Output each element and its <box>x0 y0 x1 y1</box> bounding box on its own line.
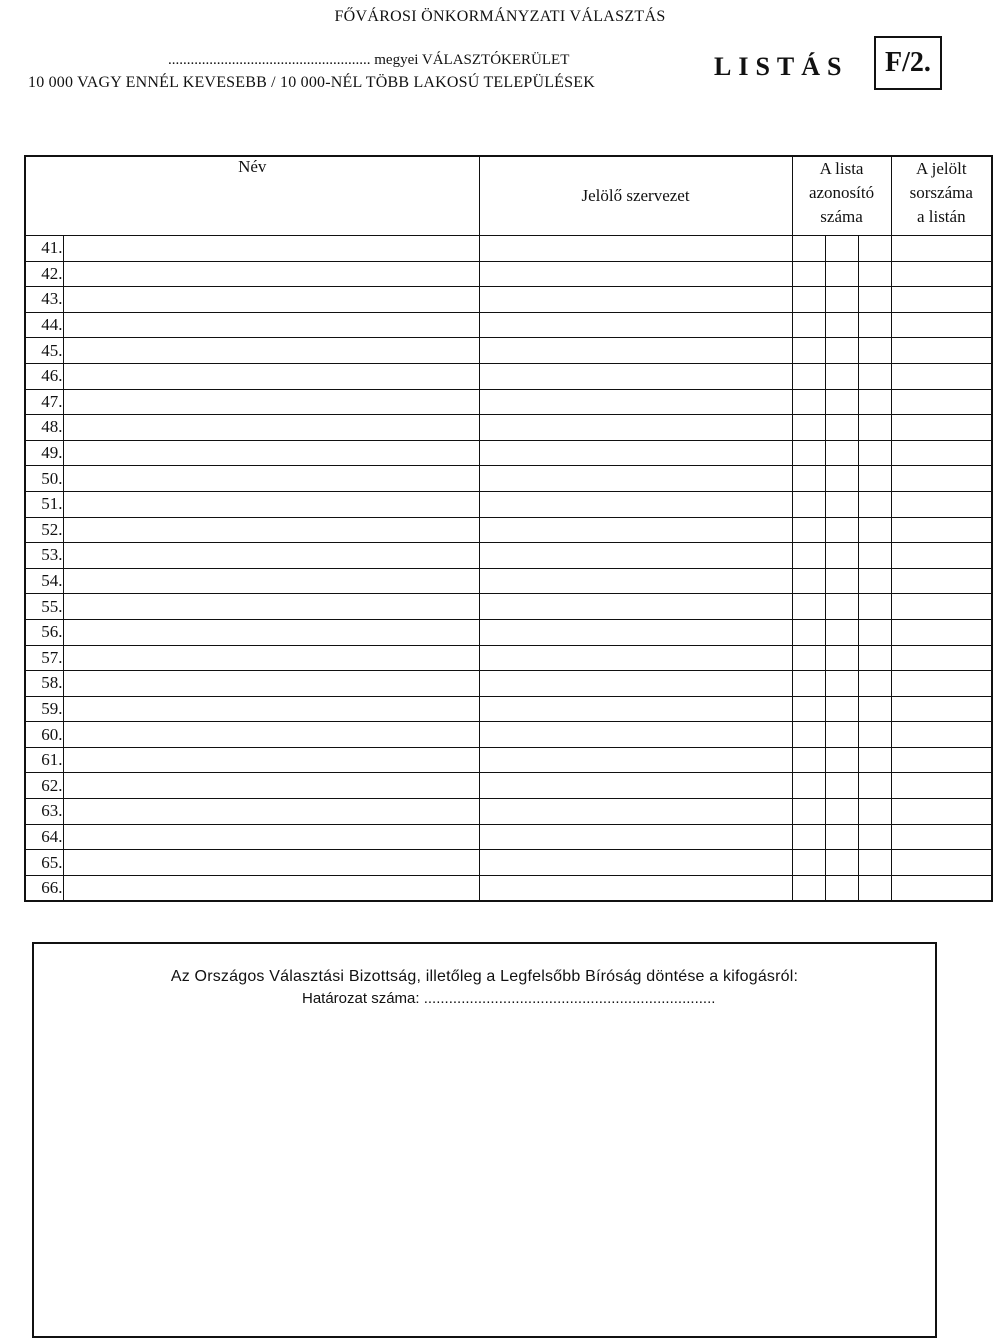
organization-cell[interactable] <box>479 543 792 569</box>
list-id-digit-cell[interactable] <box>858 568 891 594</box>
organization-cell[interactable] <box>479 415 792 441</box>
list-id-digit-cell[interactable] <box>825 619 858 645</box>
name-cell[interactable] <box>63 671 479 697</box>
organization-cell[interactable] <box>479 236 792 262</box>
list-id-digit-cell[interactable] <box>825 645 858 671</box>
list-id-digit-cell[interactable] <box>825 696 858 722</box>
candidate-number-cell[interactable] <box>891 543 992 569</box>
list-id-digit-cell[interactable] <box>858 747 891 773</box>
list-id-digit-cell[interactable] <box>825 312 858 338</box>
list-id-digit-cell[interactable] <box>825 568 858 594</box>
list-id-digit-cell[interactable] <box>792 619 825 645</box>
name-cell[interactable] <box>63 338 479 364</box>
list-id-digit-cell[interactable] <box>792 415 825 441</box>
list-id-digit-cell[interactable] <box>792 363 825 389</box>
organization-cell[interactable] <box>479 312 792 338</box>
list-id-digit-cell[interactable] <box>825 440 858 466</box>
candidate-number-header-line: sorszáma <box>909 183 973 202</box>
list-id-digit-cell[interactable] <box>858 850 891 876</box>
list-id-digit-cell[interactable] <box>792 236 825 262</box>
candidate-number-cell[interactable] <box>891 722 992 748</box>
list-id-digit-cell[interactable] <box>825 722 858 748</box>
list-id-digit-cell[interactable] <box>792 671 825 697</box>
list-id-digit-cell[interactable] <box>858 338 891 364</box>
name-cell[interactable] <box>63 517 479 543</box>
table-row <box>25 466 992 492</box>
list-id-digit-cell[interactable] <box>792 491 825 517</box>
list-id-digit-cell[interactable] <box>792 261 825 287</box>
candidate-number-column-header <box>891 156 992 236</box>
list-id-digit-cell[interactable] <box>858 543 891 569</box>
list-id-digit-cell[interactable] <box>825 236 858 262</box>
organization-cell[interactable] <box>479 875 792 901</box>
candidate-number-cell[interactable] <box>891 440 992 466</box>
candidate-table <box>24 155 993 902</box>
organization-cell[interactable] <box>479 722 792 748</box>
row-number: 45. <box>25 338 63 364</box>
list-id-digit-cell[interactable] <box>858 696 891 722</box>
name-column-header: Név <box>25 156 479 236</box>
organization-cell[interactable] <box>479 517 792 543</box>
name-cell[interactable] <box>63 747 479 773</box>
name-cell[interactable] <box>63 594 479 620</box>
decision-heading: Az Országos Választási Bizottság, illetőleg a Legfelsőbb Bíróság döntése a kifogásról: <box>170 968 799 985</box>
name-cell[interactable] <box>63 440 479 466</box>
row-number: 61. <box>25 747 63 773</box>
table-row <box>25 543 992 569</box>
list-id-digit-cell[interactable] <box>858 671 891 697</box>
row-number: 46. <box>25 363 63 389</box>
organization-cell[interactable] <box>479 696 792 722</box>
candidate-number-cell[interactable] <box>891 415 992 441</box>
row-number: 54. <box>25 568 63 594</box>
table-row <box>25 236 992 262</box>
list-id-digit-cell[interactable] <box>792 875 825 901</box>
list-id-digit-cell[interactable] <box>792 466 825 492</box>
row-number: 66. <box>25 875 63 901</box>
list-id-digit-cell[interactable] <box>825 466 858 492</box>
candidate-number-cell[interactable] <box>891 287 992 313</box>
organization-cell[interactable] <box>479 671 792 697</box>
candidate-number-cell[interactable] <box>891 363 992 389</box>
form-code: F/2. <box>885 47 931 78</box>
list-id-digit-cell[interactable] <box>825 261 858 287</box>
name-cell[interactable] <box>63 696 479 722</box>
table-row <box>25 568 992 594</box>
organization-column-header: Jelölő szervezet <box>479 156 792 236</box>
list-id-digit-cell[interactable] <box>825 671 858 697</box>
decision-box[interactable] <box>32 942 937 1338</box>
list-id-digit-cell[interactable] <box>825 850 858 876</box>
name-cell[interactable] <box>63 491 479 517</box>
list-id-digit-cell[interactable] <box>792 722 825 748</box>
organization-cell[interactable] <box>479 799 792 825</box>
candidate-number-cell[interactable] <box>891 568 992 594</box>
list-id-digit-cell[interactable] <box>825 415 858 441</box>
table-row <box>25 338 992 364</box>
candidate-number-header-line: a listán <box>916 207 966 226</box>
name-cell[interactable] <box>63 799 479 825</box>
list-id-digit-cell[interactable] <box>825 363 858 389</box>
table-row <box>25 696 992 722</box>
organization-cell[interactable] <box>479 389 792 415</box>
table-body <box>25 236 992 902</box>
list-id-digit-cell[interactable] <box>825 875 858 901</box>
row-number: 65. <box>25 850 63 876</box>
name-cell[interactable] <box>63 619 479 645</box>
name-cell[interactable] <box>63 568 479 594</box>
list-id-digit-cell[interactable] <box>825 338 858 364</box>
table-row <box>25 824 992 850</box>
list-id-digit-cell[interactable] <box>792 338 825 364</box>
name-cell[interactable] <box>63 287 479 313</box>
list-id-digit-cell[interactable] <box>858 824 891 850</box>
row-number: 51. <box>25 491 63 517</box>
list-id-digit-cell[interactable] <box>792 850 825 876</box>
organization-cell[interactable] <box>479 824 792 850</box>
organization-cell[interactable] <box>479 363 792 389</box>
table-row <box>25 594 992 620</box>
candidate-number-cell[interactable] <box>891 671 992 697</box>
row-number: 64. <box>25 824 63 850</box>
candidate-number-cell[interactable] <box>891 799 992 825</box>
list-id-digit-cell[interactable] <box>858 415 891 441</box>
name-cell[interactable] <box>63 363 479 389</box>
name-cell[interactable] <box>63 722 479 748</box>
candidate-number-cell[interactable] <box>891 517 992 543</box>
list-id-digit-cell[interactable] <box>858 466 891 492</box>
list-id-header-line: A lista <box>819 159 864 178</box>
name-cell[interactable] <box>63 543 479 569</box>
table-row <box>25 440 992 466</box>
candidate-number-cell[interactable] <box>891 338 992 364</box>
candidate-number-cell[interactable] <box>891 236 992 262</box>
table-row <box>25 799 992 825</box>
candidate-number-cell[interactable] <box>891 850 992 876</box>
list-id-digit-cell[interactable] <box>858 287 891 313</box>
list-id-digit-cell[interactable] <box>825 824 858 850</box>
organization-cell[interactable] <box>479 619 792 645</box>
candidate-number-cell[interactable] <box>891 466 992 492</box>
list-id-digit-cell[interactable] <box>858 363 891 389</box>
candidate-number-cell[interactable] <box>891 696 992 722</box>
list-id-digit-cell[interactable] <box>792 568 825 594</box>
list-id-digit-cell[interactable] <box>792 312 825 338</box>
list-id-digit-cell[interactable] <box>858 773 891 799</box>
name-cell[interactable] <box>63 645 479 671</box>
row-number: 62. <box>25 773 63 799</box>
resolution-number-field[interactable]: Határozat száma: ...................................................................... <box>302 990 716 1007</box>
list-id-digit-cell[interactable] <box>792 696 825 722</box>
list-id-digit-cell[interactable] <box>792 517 825 543</box>
organization-cell[interactable] <box>479 773 792 799</box>
row-number: 47. <box>25 389 63 415</box>
table-row <box>25 415 992 441</box>
list-id-digit-cell[interactable] <box>858 619 891 645</box>
name-cell[interactable] <box>63 773 479 799</box>
organization-cell[interactable] <box>479 568 792 594</box>
list-id-digit-cell[interactable] <box>858 261 891 287</box>
list-id-digit-cell[interactable] <box>792 440 825 466</box>
row-number: 52. <box>25 517 63 543</box>
organization-cell[interactable] <box>479 645 792 671</box>
organization-cell[interactable] <box>479 440 792 466</box>
table-row <box>25 287 992 313</box>
list-id-digit-cell[interactable] <box>792 594 825 620</box>
table-row <box>25 850 992 876</box>
candidate-number-cell[interactable] <box>891 773 992 799</box>
list-id-digit-cell[interactable] <box>858 875 891 901</box>
form-code-box <box>874 36 942 90</box>
name-cell[interactable] <box>63 415 479 441</box>
row-number: 59. <box>25 696 63 722</box>
organization-cell[interactable] <box>479 466 792 492</box>
candidate-number-cell[interactable] <box>891 491 992 517</box>
list-id-digit-cell[interactable] <box>858 799 891 825</box>
list-id-digit-cell[interactable] <box>792 287 825 313</box>
row-number: 55. <box>25 594 63 620</box>
list-id-digit-cell[interactable] <box>792 645 825 671</box>
list-id-digit-cell[interactable] <box>858 236 891 262</box>
row-number: 56. <box>25 619 63 645</box>
list-id-digit-cell[interactable] <box>825 773 858 799</box>
table-row <box>25 363 992 389</box>
list-id-digit-cell[interactable] <box>792 824 825 850</box>
document-title: FŐVÁROSI ÖNKORMÁNYZATI VÁLASZTÁS <box>334 8 666 25</box>
organization-cell[interactable] <box>479 850 792 876</box>
row-number: 43. <box>25 287 63 313</box>
table-row <box>25 722 992 748</box>
row-number: 42. <box>25 261 63 287</box>
candidate-number-cell[interactable] <box>891 875 992 901</box>
table-row <box>25 312 992 338</box>
row-number: 60. <box>25 722 63 748</box>
name-cell[interactable] <box>63 466 479 492</box>
table-row <box>25 517 992 543</box>
list-id-column-header <box>792 156 891 236</box>
row-number: 53. <box>25 543 63 569</box>
name-cell[interactable] <box>63 875 479 901</box>
table-row <box>25 747 992 773</box>
list-id-digit-cell[interactable] <box>825 594 858 620</box>
list-id-digit-cell[interactable] <box>825 747 858 773</box>
list-id-digit-cell[interactable] <box>825 799 858 825</box>
list-id-digit-cell[interactable] <box>858 491 891 517</box>
list-id-digit-cell[interactable] <box>858 594 891 620</box>
table-row <box>25 491 992 517</box>
list-id-digit-cell[interactable] <box>825 517 858 543</box>
list-id-digit-cell[interactable] <box>858 722 891 748</box>
row-number: 44. <box>25 312 63 338</box>
organization-cell[interactable] <box>479 261 792 287</box>
organization-cell[interactable] <box>479 287 792 313</box>
table-row <box>25 645 992 671</box>
document-subtitle: 10 000 VAGY ENNÉL KEVESEBB / 10 000-NÉL TÖBB LAKOSÚ TELEPÜLÉSEK <box>28 74 595 91</box>
list-id-digit-cell[interactable] <box>825 543 858 569</box>
row-number: 58. <box>25 671 63 697</box>
candidate-number-cell[interactable] <box>891 619 992 645</box>
list-id-digit-cell[interactable] <box>792 747 825 773</box>
candidate-number-header-line: A jelölt <box>916 159 967 178</box>
table-row <box>25 671 992 697</box>
list-id-digit-cell[interactable] <box>825 287 858 313</box>
district-line: ...................................................... megyei VÁLASZTÓKERÜLET <box>168 52 570 68</box>
table-row <box>25 261 992 287</box>
name-cell[interactable] <box>63 312 479 338</box>
list-id-header-line: azonosító <box>808 183 875 202</box>
name-cell[interactable] <box>63 261 479 287</box>
candidate-number-cell[interactable] <box>891 261 992 287</box>
list-id-digit-cell[interactable] <box>858 389 891 415</box>
list-id-digit-cell[interactable] <box>792 799 825 825</box>
list-id-digit-cell[interactable] <box>825 491 858 517</box>
list-id-digit-cell[interactable] <box>858 312 891 338</box>
row-number: 50. <box>25 466 63 492</box>
row-number: 63. <box>25 799 63 825</box>
list-id-digit-cell[interactable] <box>792 543 825 569</box>
candidate-number-cell[interactable] <box>891 747 992 773</box>
name-cell[interactable] <box>63 236 479 262</box>
candidate-number-cell[interactable] <box>891 594 992 620</box>
table-row <box>25 389 992 415</box>
list-type-label: LISTÁS <box>714 52 849 81</box>
organization-cell[interactable] <box>479 491 792 517</box>
name-cell[interactable] <box>63 389 479 415</box>
list-id-digit-cell[interactable] <box>792 389 825 415</box>
name-cell[interactable] <box>63 824 479 850</box>
list-id-digit-cell[interactable] <box>858 645 891 671</box>
candidate-number-cell[interactable] <box>891 312 992 338</box>
organization-cell[interactable] <box>479 747 792 773</box>
list-id-digit-cell[interactable] <box>858 517 891 543</box>
row-number: 49. <box>25 440 63 466</box>
table-row <box>25 619 992 645</box>
candidate-number-cell[interactable] <box>891 645 992 671</box>
list-id-digit-cell[interactable] <box>792 773 825 799</box>
organization-cell[interactable] <box>479 594 792 620</box>
table-row <box>25 875 992 901</box>
name-cell[interactable] <box>63 850 479 876</box>
list-id-digit-cell[interactable] <box>858 440 891 466</box>
candidate-number-cell[interactable] <box>891 389 992 415</box>
table-row <box>25 773 992 799</box>
row-number: 57. <box>25 645 63 671</box>
organization-cell[interactable] <box>479 338 792 364</box>
list-id-header-line: száma <box>820 207 863 226</box>
list-id-digit-cell[interactable] <box>825 389 858 415</box>
candidate-number-cell[interactable] <box>891 824 992 850</box>
row-number: 48. <box>25 415 63 441</box>
row-number: 41. <box>25 236 63 262</box>
